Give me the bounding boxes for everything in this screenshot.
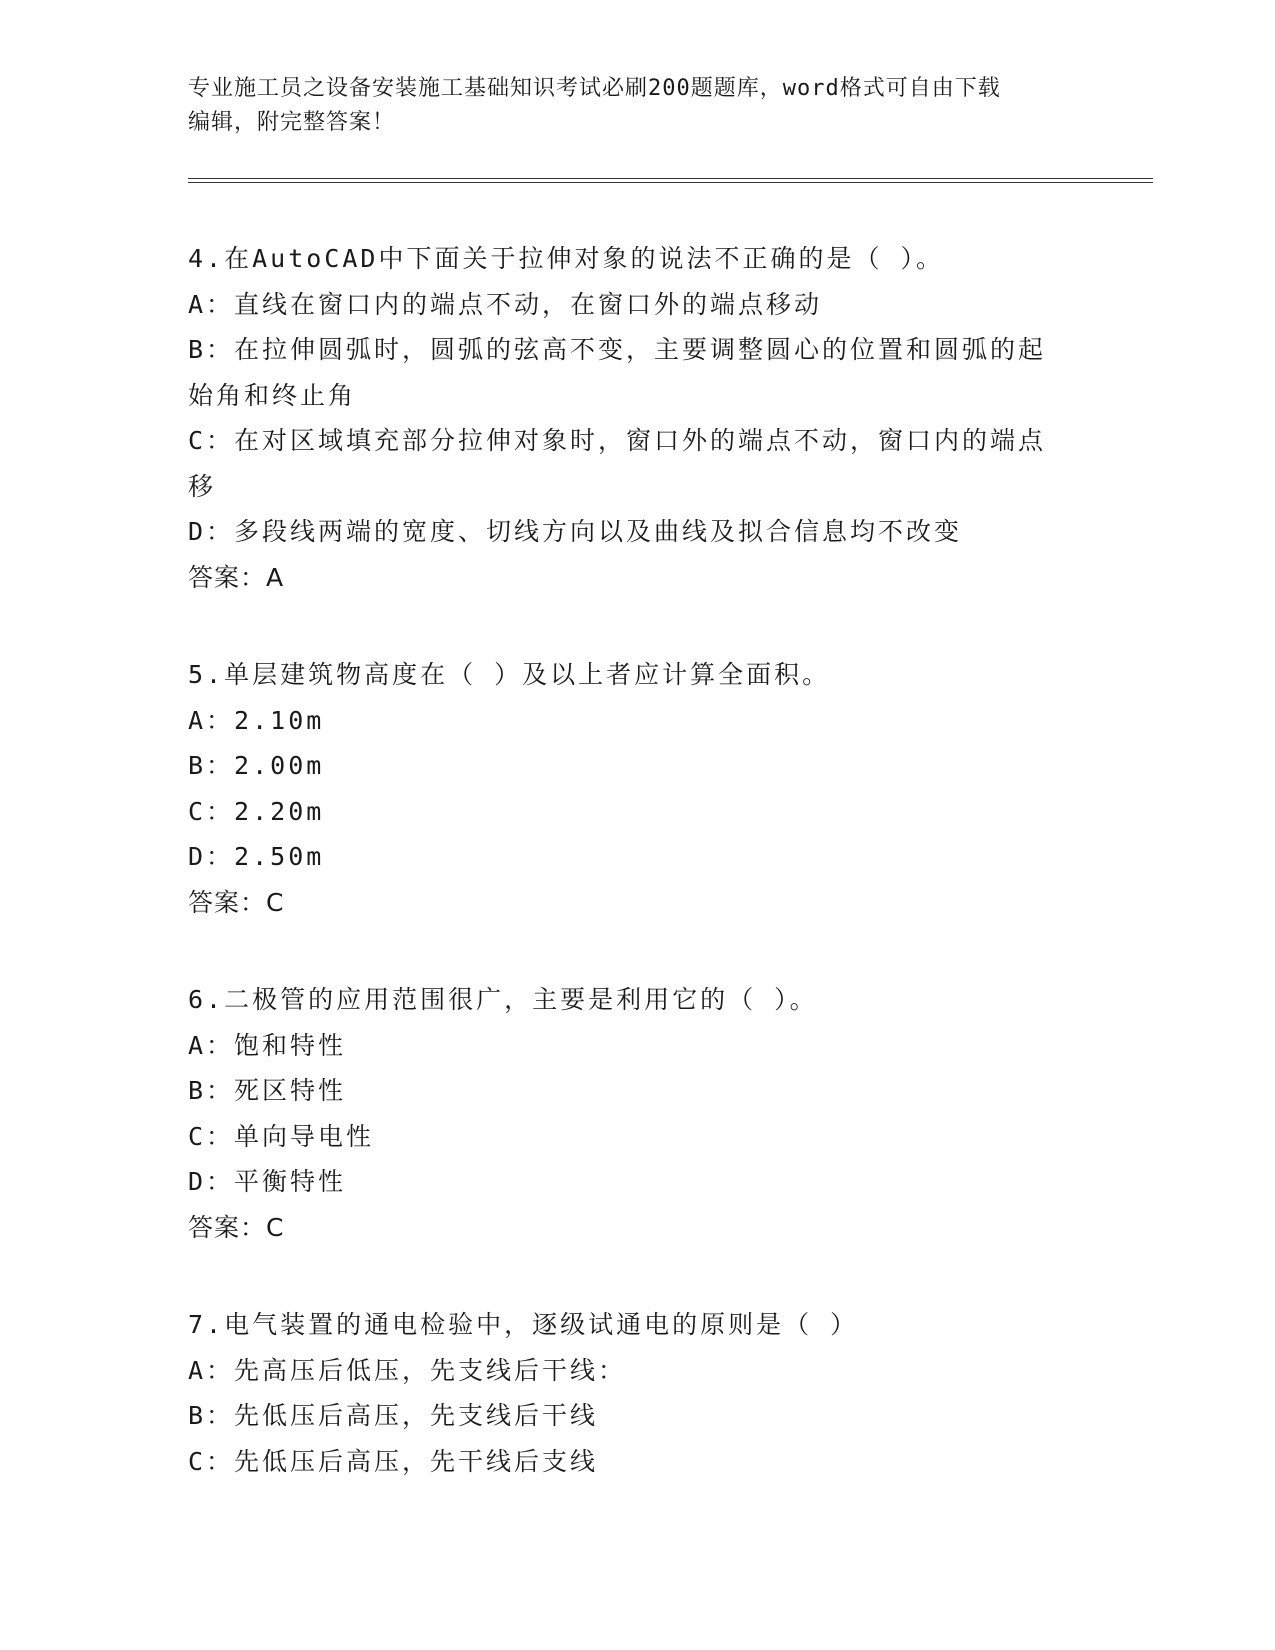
option-d: D：平衡特性 <box>188 1167 347 1196</box>
option-c: C：单向导电性 <box>188 1121 375 1151</box>
answer: 答案：C <box>188 1212 285 1242</box>
option-a: A：2.10m <box>188 705 325 735</box>
question-6 <box>188 977 1088 1250</box>
option-c: C：2.20m <box>188 796 325 826</box>
question-list <box>188 236 1088 1536</box>
question-7 <box>188 1302 1088 1484</box>
option-a: A：先高压后低压，先支线后干线： <box>188 1355 627 1385</box>
question-stem: 6.二极管的应用范围很广，主要是利用它的（ ）。 <box>188 985 818 1014</box>
answer: 答案：C <box>188 887 285 917</box>
option-d: D：多段线两端的宽度、切线方向以及曲线及拟合信息均不改变 <box>188 517 963 546</box>
option-c: C：在对区域填充部分拉伸对象时，窗口外的端点不动，窗口内的端点 <box>188 426 1047 455</box>
option-a: A：直线在窗口内的端点不动，在窗口外的端点移动 <box>188 289 823 319</box>
question-stem: 5.单层建筑物高度在（ ）及以上者应计算全面积。 <box>188 660 831 689</box>
document-header <box>188 72 1088 140</box>
option-c-continued: 移 <box>188 471 217 501</box>
question-4 <box>188 236 1088 600</box>
option-b: B：2.00m <box>188 751 325 780</box>
option-b-continued: 始角和终止角 <box>188 380 357 410</box>
option-b: B：死区特性 <box>188 1076 347 1105</box>
header-divider <box>188 178 1153 183</box>
answer: 答案：A <box>188 562 285 592</box>
question-stem: 7.电气装置的通电检验中，逐级试通电的原则是（ ） <box>188 1310 859 1339</box>
question-5 <box>188 652 1088 925</box>
option-c: C：先低压后高压，先干线后支线 <box>188 1446 599 1476</box>
option-a: A：饱和特性 <box>188 1030 347 1060</box>
option-b: B：在拉伸圆弧时，圆弧的弦高不变，主要调整圆心的位置和圆弧的起 <box>188 335 1047 364</box>
header-line-1: 专业施工员之设备安装施工基础知识考试必刷200题题库，word格式可自由下载 <box>188 76 1001 101</box>
option-b: B：先低压后高压，先支线后干线 <box>188 1401 599 1430</box>
header-line-2: 编辑，附完整答案！ <box>188 110 396 135</box>
question-stem: 4.在AutoCAD中下面关于拉伸对象的说法不正确的是（ ）。 <box>188 244 945 273</box>
option-d: D：2.50m <box>188 842 325 871</box>
